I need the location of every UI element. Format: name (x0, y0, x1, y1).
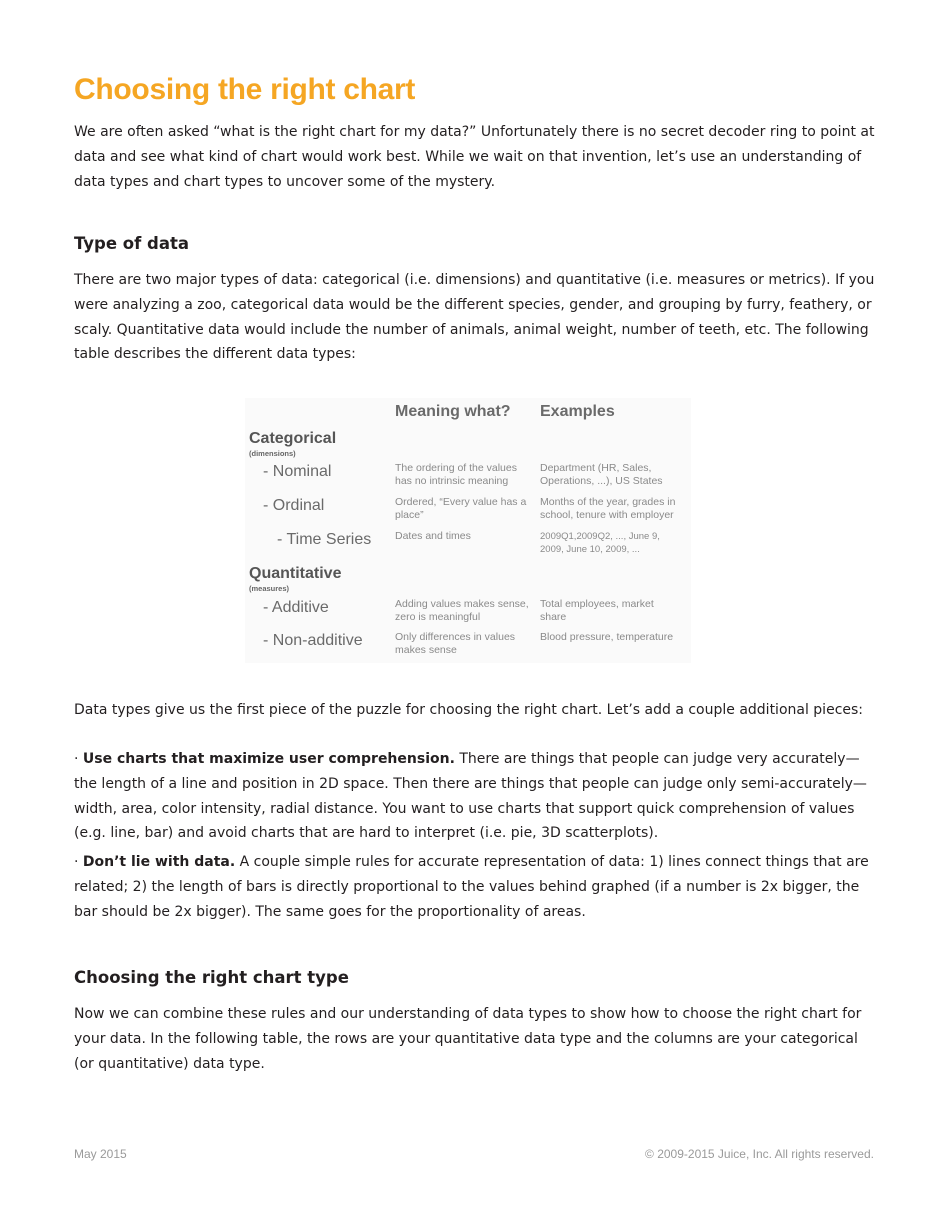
row-non-additive-examples: Blood pressure, temperature (540, 631, 674, 643)
section-heading-chart-type: Choosing the right chart type (74, 968, 349, 987)
row-ordinal-name: - Ordinal (263, 497, 325, 514)
row-nominal-examples: Department (HR, Sales, Operations, ...), US States (540, 462, 663, 487)
group-categorical-sub: (dimensions) (249, 449, 296, 458)
type-of-data-paragraph: There are two major types of data: categorical (i.e. dimensions) and quantitative (i.e. measures or metrics). If you were analyzing a zoo, categorical data would be the different species, gender, and grouping by furry, feathery, or scaly. Quantitative data would include the number of animals, animal weight, number of teeth, etc. The following table describes the different data types: (74, 272, 875, 363)
row-non-additive-meaning: Only differences in values makes sense (395, 631, 516, 656)
row-non-additive-name: - Non-additive (263, 632, 363, 649)
row-ordinal-examples: Months of the year, grades in school, tenure with employer (540, 496, 676, 521)
bullet-comprehension: · Use charts that maximize user comprehension. There are things that people can judge very accurately—the length of a line and position in 2D space. Then there are things that people can judge only semi-accurately—width, area, color intensity, radial distance. You want to use charts that support quick comprehension of values (e.g. line, bar) and avoid charts that are hard to interpret (i.e. pie, 3D scatterplots). (74, 751, 867, 842)
col-header-examples: Examples (540, 403, 615, 420)
row-time-series-examples: 2009Q1,2009Q2, ..., June 9, 2009, June 10, 2009, ... (540, 531, 660, 555)
row-nominal-name: - Nominal (263, 463, 332, 480)
bullet-comprehension-bold: Use charts that maximize user comprehension. (82, 751, 455, 767)
footer-copyright: © 2009-2015 Juice, Inc. All rights reserved. (645, 1147, 874, 1161)
bullet-dont-lie: · Don’t lie with data. A couple simple rules for accurate representation of data: 1) lines connect things that are related; 2) the length of bars is directly proportional to the values behind graphed (if a number is 2x bigger, the bar should be 2x bigger). The same goes for the proportionality of areas. (74, 854, 869, 920)
section-heading-type-of-data: Type of data (74, 234, 190, 253)
footer-date: May 2015 (74, 1147, 127, 1161)
page-title: Choosing the right chart (74, 73, 416, 106)
group-quantitative: Quantitative (249, 565, 342, 582)
bullet-dont-lie-text: A couple simple rules for accurate representation of data: 1) lines connect things that are related; 2) the length of bars is directly proportional to the values behind graphed (if a number is 2x bigger, the bar should be 2x bigger). The same goes for the proportionality of areas. (74, 854, 869, 920)
group-quantitative-sub: (measures) (249, 584, 290, 593)
col-header-meaning: Meaning what? (395, 403, 511, 420)
chart-type-paragraph: Now we can combine these rules and our understanding of data types to show how to choose the right chart for your data. In the following table, the rows are your quantitative data type and the columns are your categorical (or quantitative) data type. (74, 1006, 862, 1072)
group-categorical: Categorical (249, 430, 337, 447)
data-types-table (245, 398, 691, 663)
row-time-series-name: - Time Series (277, 531, 372, 548)
puzzle-intro-paragraph: Data types give us the first piece of the puzzle for choosing the right chart. Let’s add a couple additional pieces: (74, 702, 864, 718)
row-time-series-meaning: Dates and times (395, 530, 471, 542)
row-additive-examples: Total employees, market share (540, 598, 654, 623)
row-ordinal-meaning: Ordered, “Every value has a place” (395, 496, 527, 521)
row-additive-name: - Additive (263, 599, 329, 616)
intro-paragraph: We are often asked “what is the right chart for my data?” Unfortunately there is no secret decoder ring to point at data and see what kind of chart would work best. While we wait on that invention, let’s use an understanding of data types and chart types to uncover some of the mystery. (74, 124, 875, 190)
row-additive-meaning: Adding values makes sense, zero is meaningful (395, 598, 529, 623)
bullet-comprehension-text: There are things that people can judge very accurately—the length of a line and position in 2D space. Then there are things that people can judge only semi-accurately—width, area, color intensity, radial distance. You want to use charts that support quick comprehension of values (e.g. line, bar) and avoid charts that are hard to interpret (i.e. pie, 3D scatterplots). (74, 751, 867, 842)
row-nominal-meaning: The ordering of the values has no intrinsic meaning (395, 462, 517, 487)
bullet-dont-lie-bold: Don’t lie with data. (82, 854, 236, 870)
